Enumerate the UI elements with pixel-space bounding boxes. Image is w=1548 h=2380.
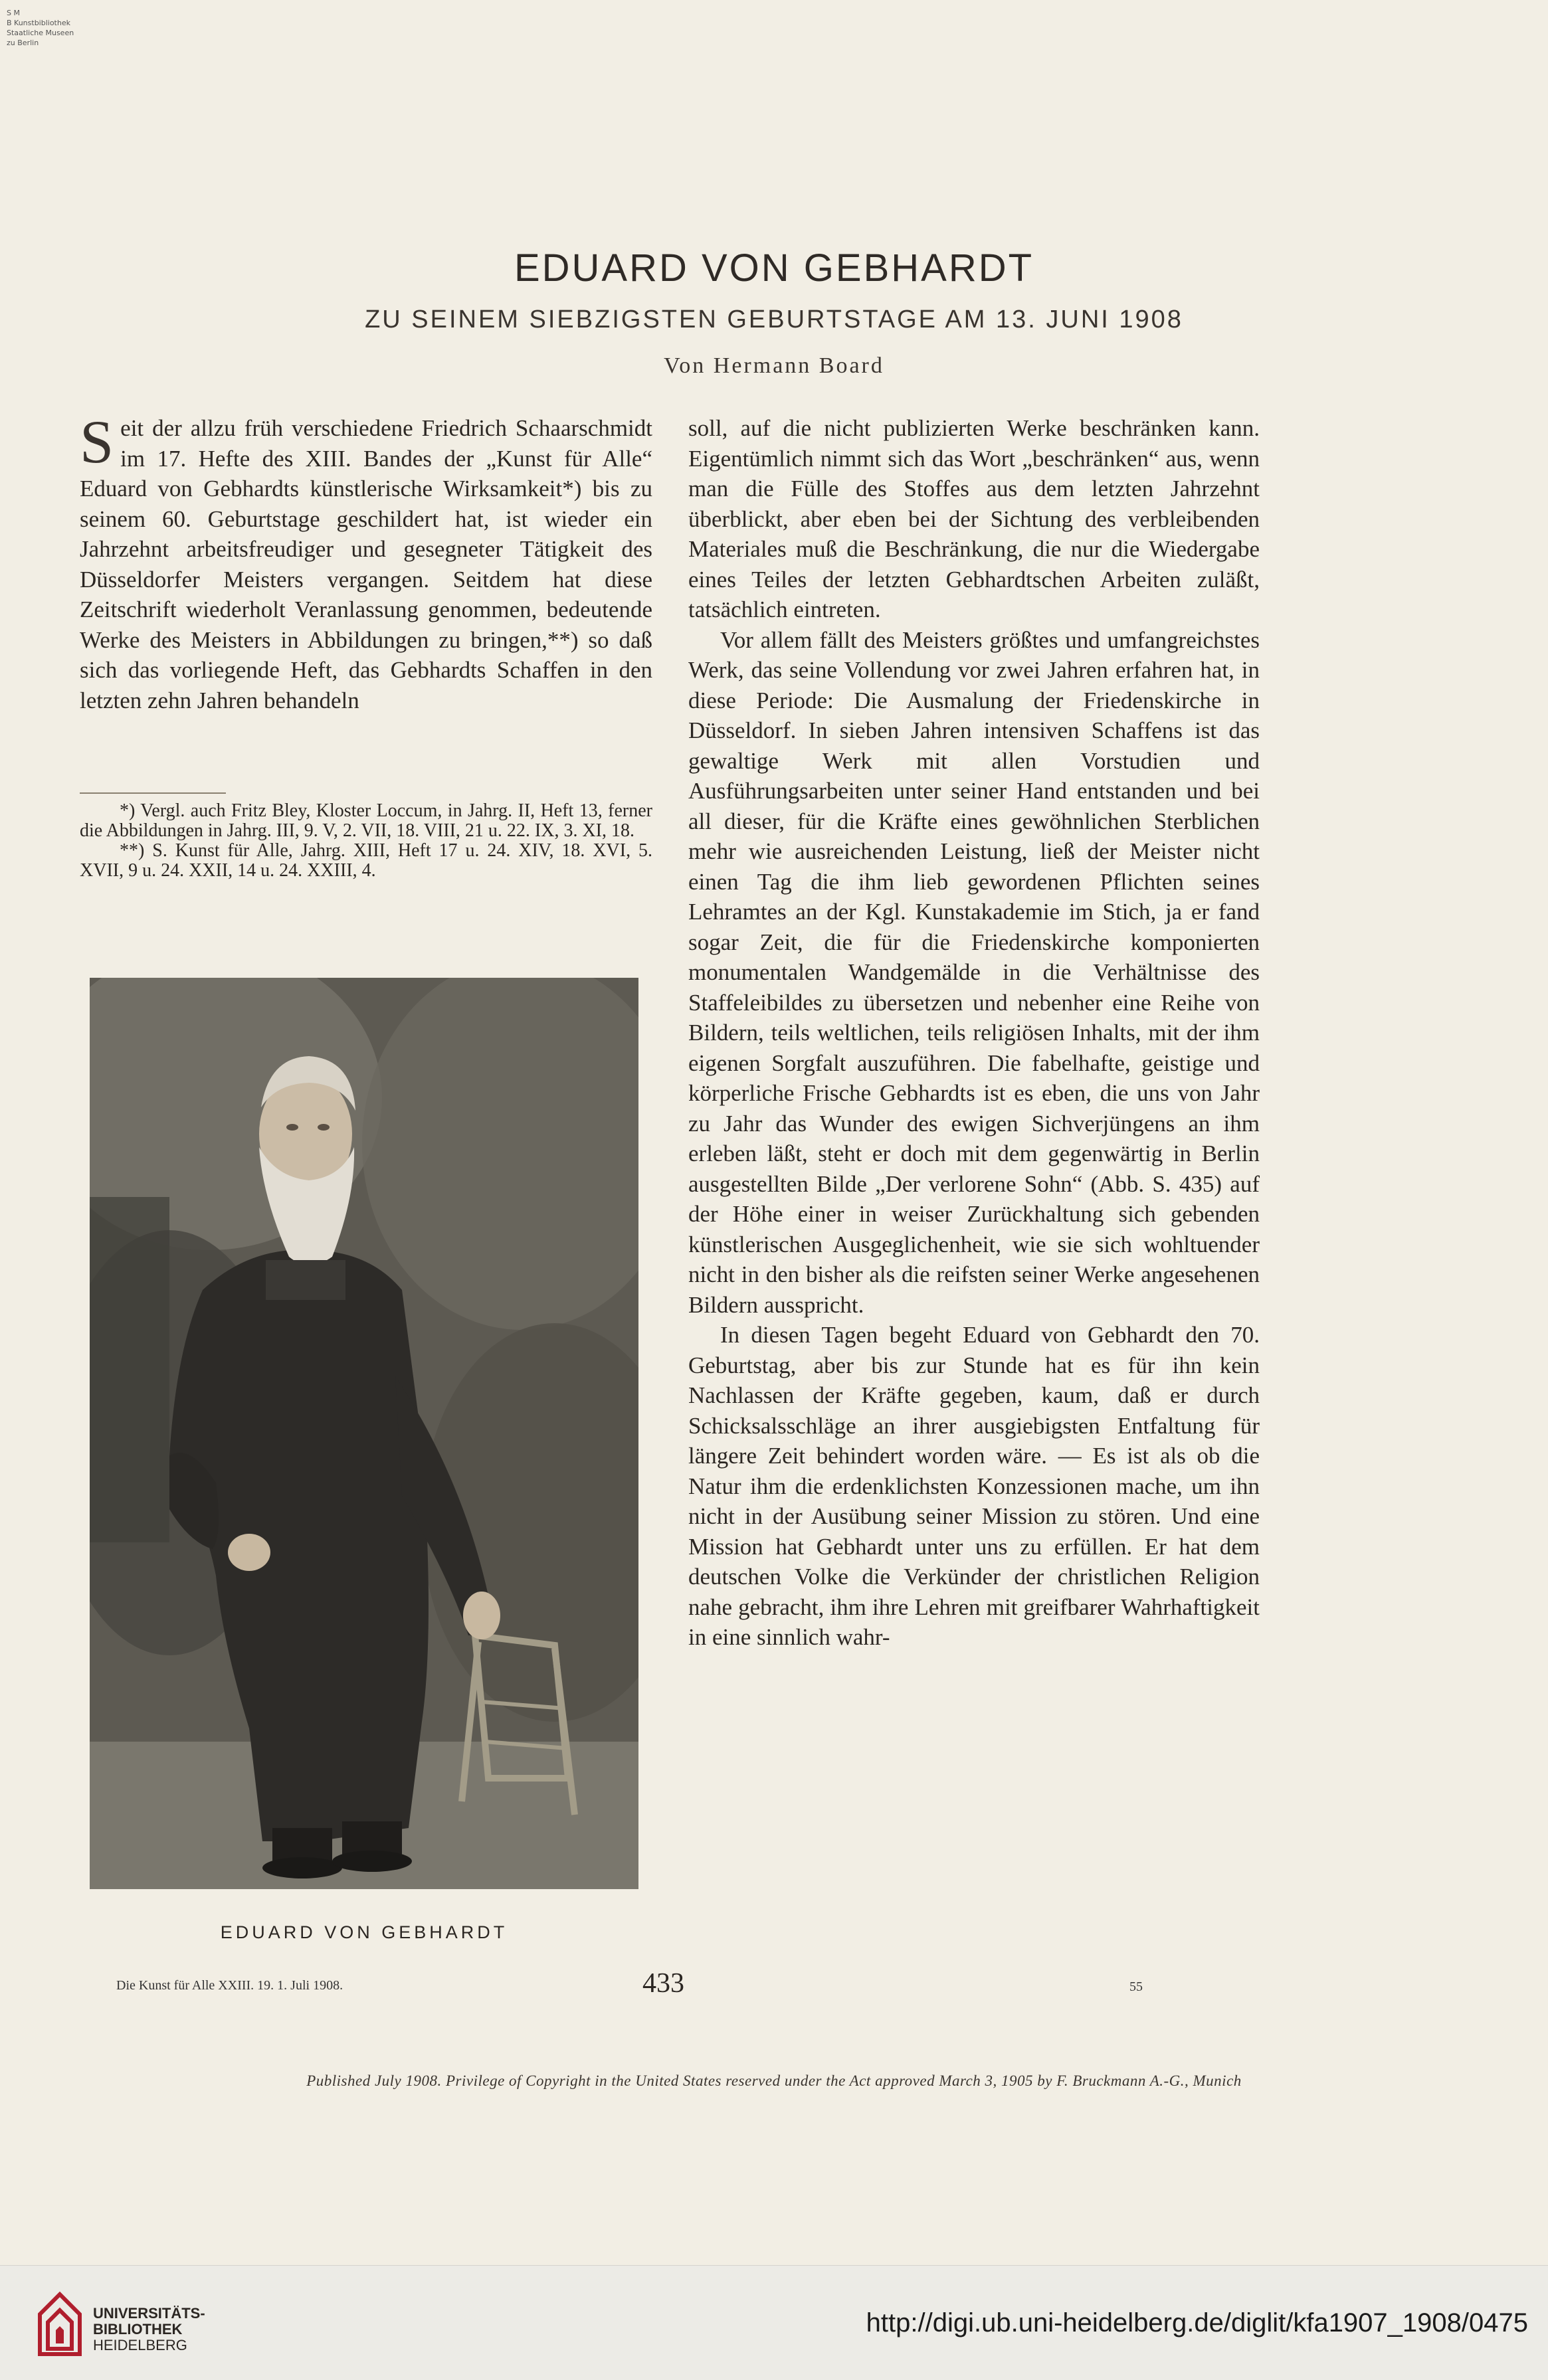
left-paragraph-text: eit der allzu früh verschiedene Friedrich Schaarschmidt im 17. Hefte des XIII. Bandes der „Kunst für Alle“ Eduard von Gebhardts künstlerische Wirksamkeit*) bis zu seinem 60. Geburtstage geschildert hat, ist wieder ein Jahrzehnt arbeitsfreudiger und gesegneter Tätigkeit des Düsseldorfer Meisters vergangen. Seitdem hat diese Zeitschrift wiederholt Veranlassung genommen, bedeutende Werke des Meisters in Abbildungen zu bringen,**) so daß sich das vorliegende Heft, das Gebhardts Schaffen in den letzten zehn Jahren behandeln bbox=[80, 415, 652, 713]
journal-reference: Die Kunst für Alle XXIII. 19. 1. Juli 1908. bbox=[116, 1978, 343, 1993]
stamp-line: Staatliche Museen bbox=[7, 29, 74, 37]
library-name-line: HEIDELBERG bbox=[93, 2337, 187, 2353]
article-subtitle: ZU SEINEM SIEBZIGSTEN GEBURTSTAGE AM 13. JUNI 1908 bbox=[365, 306, 1183, 333]
university-library-logo-icon[interactable] bbox=[33, 2288, 85, 2359]
portrait-illustration bbox=[90, 978, 638, 1889]
left-paragraph bbox=[80, 408, 652, 715]
drop-cap: S bbox=[80, 408, 114, 476]
library-name[interactable] bbox=[93, 2306, 205, 2353]
library-footer-bar bbox=[0, 2265, 1548, 2380]
right-paragraph-1: soll, auf die nicht publizierten Werke beschränken kann. Eigentümlich nimmt sich das Wort „beschränken“ aus, wenn man die Fülle des Stoffes aus dem letzten Jahrzehnt überblickt, aber eben bei der Sichtung des verbleibenden Materiales muß die Beschränkung, die nur die Wiedergabe eines Teiles der letzten Gebhardtschen Arbeiten zuläßt, tatsächlich eintreten. bbox=[688, 415, 1260, 622]
figure-caption: EDUARD VON GEBHARDT bbox=[220, 1922, 508, 1942]
page-number: 433 bbox=[642, 1968, 684, 1999]
footnotes bbox=[80, 801, 652, 881]
library-name-line: BIBLIOTHEK bbox=[93, 2321, 183, 2337]
stamp-line: zu Berlin bbox=[7, 39, 39, 47]
right-paragraph-3: In diesen Tagen begeht Eduard von Gebhardt den 70. Geburtstag, aber bis zur Stunde hat es für ihn kein Nachlassen der Kräfte gegeben, kaum, daß er durch Schicksalsschläge an ihrer ausgiebigsten Entfaltung für längere Zeit behindert worden wäre. — Es ist als ob die Natur ihm die erdenklichsten Konzessionen mache, um ihn nicht in der Ausübung seiner Mission zu stören. Und eine Mission hat Gebhardt unter uns zu erfüllen. Er hat dem deutschen Volke die Verkünder der christlichen Religion nahe gebracht, ihm ihre Lehren mit greifbarer Wahrhaftigkeit in eine sinnlich wahr- bbox=[688, 1322, 1260, 1650]
stamp-line: B Kunstbibliothek bbox=[7, 19, 70, 27]
article-title: EDUARD VON GEBHARDT bbox=[514, 246, 1034, 290]
publisher-note: Published July 1908. Privilege of Copyright in the United States reserved under the Act approved March 3, 1905 by F. Bruckmann A.-G., Munich bbox=[306, 2072, 1242, 2089]
article-byline: Von Hermann Board bbox=[664, 353, 884, 378]
signature-mark: 55 bbox=[1129, 1979, 1143, 1994]
portrait-photo bbox=[90, 978, 638, 1889]
library-stamp bbox=[7, 8, 74, 48]
footnote-1: *) Vergl. auch Fritz Bley, Kloster Loccum, in Jahrg. II, Heft 13, ferner die Abbildungen in Jahrg. III, 9. V, 2. VII, 18. VIII, 21 u. 22. IX, 3. XI, 18. bbox=[80, 800, 652, 841]
right-paragraph-2: Vor allem fällt des Meisters größtes und umfangreichstes Werk, das seine Vollendung vor zwei Jahren erfahren hat, in diese Periode: Die Ausmalung der Friedenskirche in Düsseldorf. In sieben Jahren intensiven Schaffens ist das gewaltige Werk mit allen Vorstudien und Ausführungsarbeiten unter seiner Hand entstanden und bei all dieser, für die Kräfte eines gewöhnlichen Sterblichen mehr wie ausreichenden Leistung, ließ der Meister nicht einen Tag die ihm lieb gewordenen Pflichten seines Lehramtes an der Kgl. Kunstakademie im Stich, ja er fand sogar Zeit, die für die Friedenskirche komponierten monumentalen Wandgemälde in die Verhältnisse des Staffeleibildes zu übersetzen und nebenher eine Reihe von Bildern, teils weltlichen, teils religiösen Inhalts, mit der ihm eigenen Sorgfalt auszuführen. Die fabelhafte, geistige und körperliche Frische Gebhardts ist es eben, die uns von Jahr zu Jahr das Wunder des ewigen Sichverjüngens an ihm erleben läßt, steht er doch mit dem gegenwärtig in Berlin ausgestellten Bilde „Der verlorene Sohn“ (Abb. S. 435) auf der Höhe einer in weiser Zurückhaltung sich gebenden künstlerischen Ausgeglichenheit, wie sie sich wohltuender nicht in den bisher als die reifsten seiner Werke angesehenen Bildern ausspricht. bbox=[688, 626, 1260, 1318]
footnote-divider bbox=[80, 792, 226, 794]
permalink-url[interactable]: http://digi.ub.uni-heidelberg.de/diglit/kfa1907_1908/0475 bbox=[866, 2308, 1528, 2337]
right-column bbox=[688, 413, 1260, 1653]
stamp-line: S M bbox=[7, 9, 20, 17]
footnote-2: **) S. Kunst für Alle, Jahrg. XIII, Heft 17 u. 24. XIV, 18. XVI, 5. XVII, 9 u. 24. XXII, 14 u. 24. XXIII, 4. bbox=[80, 840, 652, 881]
left-column bbox=[80, 408, 652, 715]
library-name-line: UNIVERSITÄTS- bbox=[93, 2305, 205, 2322]
